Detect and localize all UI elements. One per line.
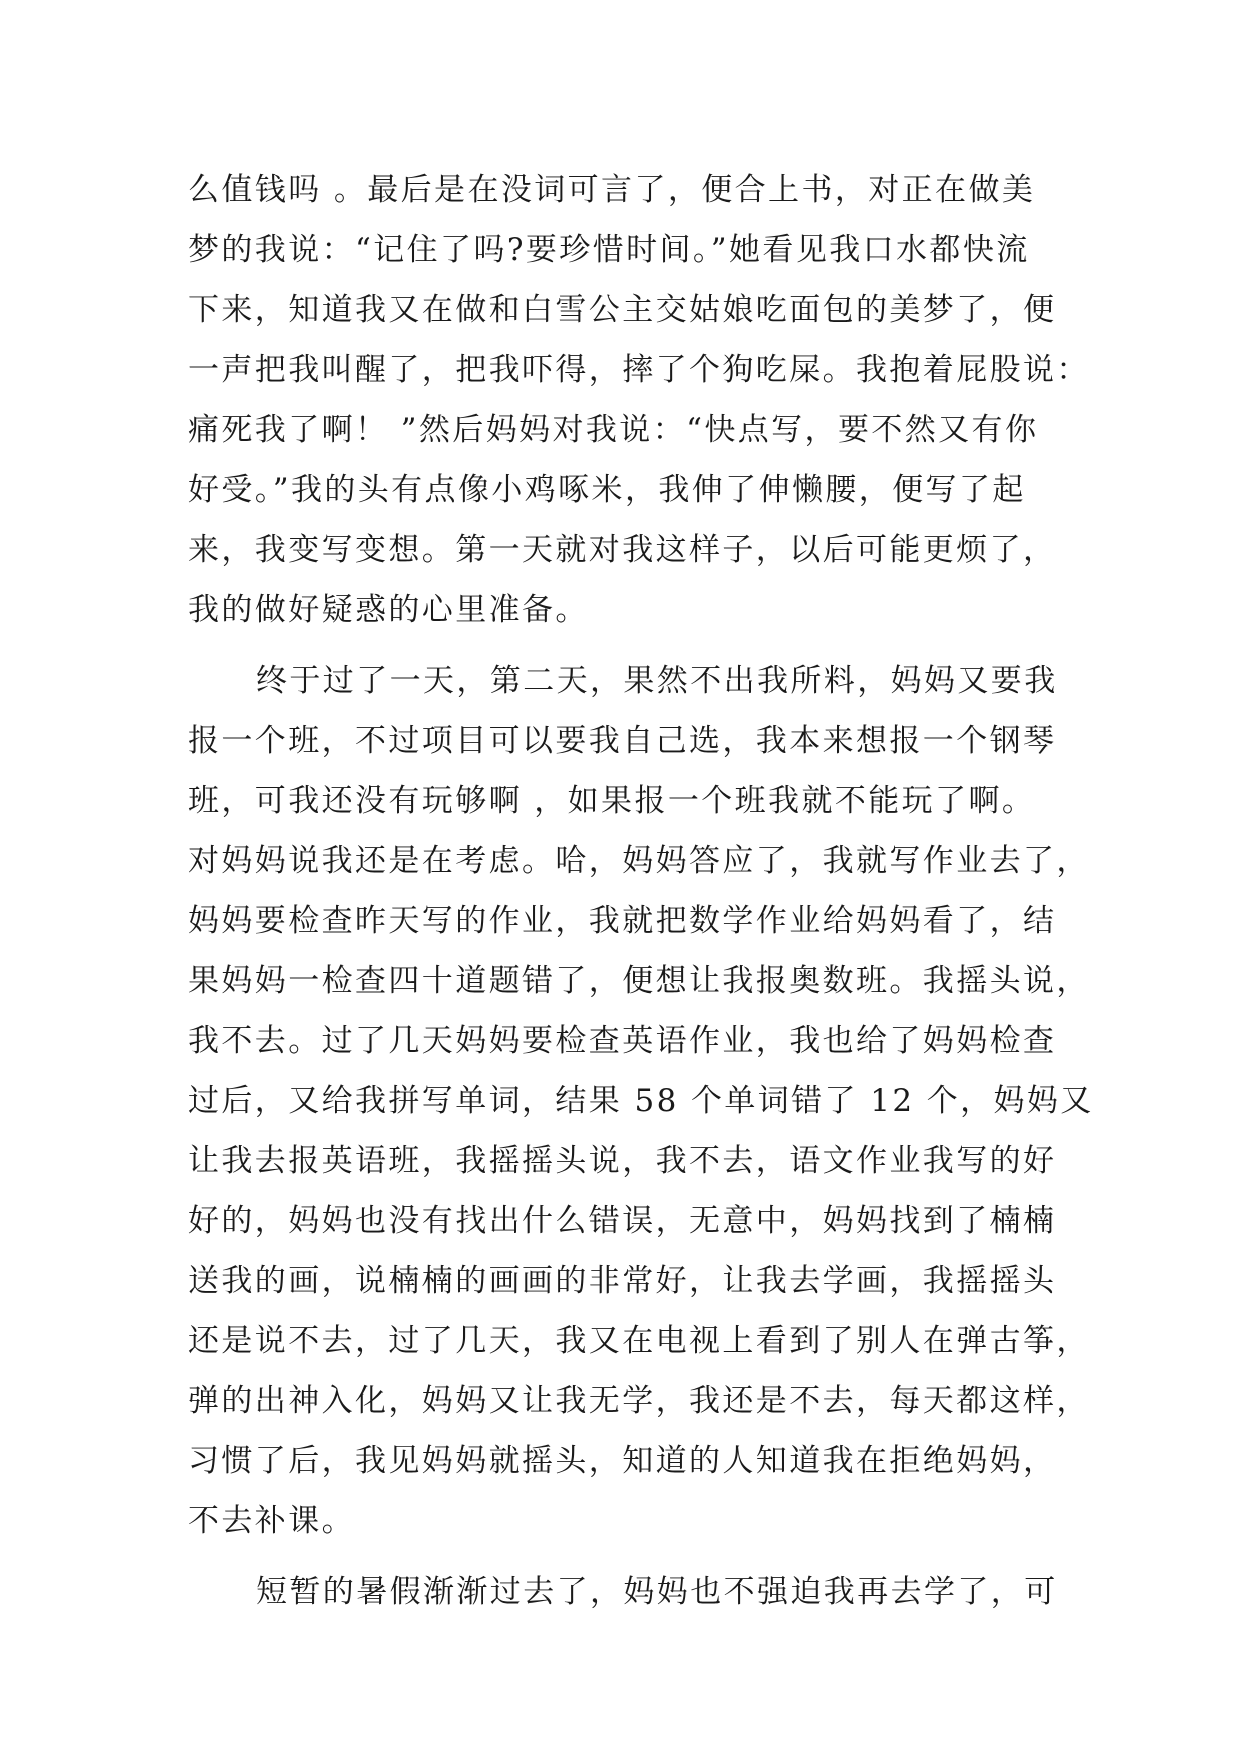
paragraph-first-line: 短暂的暑假渐渐过去了，妈妈也不强迫我再去学了，可	[256, 1574, 1058, 1610]
text-line: 过后，又给我拼写单词，结果 58 个单词错了 12 个，妈妈又	[188, 1083, 1094, 1119]
text-line: 一声把我叫醒了，把我吓得，摔了个狗吃屎。我抱着屁股说：	[188, 352, 1090, 388]
text-line: 弹的出神入化，妈妈又让我无学，我还是不去，每天都这样，	[188, 1383, 1090, 1419]
text-line: 习惯了后，我见妈妈就摇头，知道的人知道我在拒绝妈妈，	[188, 1443, 1057, 1479]
text-line: 不去补课。	[188, 1503, 355, 1539]
text-line: 好的，妈妈也没有找出什么错误，无意中，妈妈找到了楠楠	[188, 1203, 1057, 1239]
text-line: 对妈妈说我还是在考虑。哈，妈妈答应了，我就写作业去了，	[188, 843, 1090, 879]
text-line: 班，可我还没有玩够啊 ，如果报一个班我就不能玩了啊。	[188, 783, 1036, 819]
text-line: 下来，知道我又在做和白雪公主交姑娘吃面包的美梦了，便	[188, 292, 1057, 328]
text-line: 我的做好疑惑的心里准备。	[188, 592, 589, 628]
text-line: 让我去报英语班，我摇摇头说，我不去，语文作业我写的好	[188, 1143, 1057, 1179]
text-line: 送我的画，说楠楠的画画的非常好，让我去学画，我摇摇头	[188, 1263, 1057, 1299]
text-line: 妈妈要检查昨天写的作业，我就把数学作业给妈妈看了，结	[188, 903, 1057, 939]
text-line: 我不去。过了几天妈妈要检查英语作业，我也给了妈妈检查	[188, 1023, 1057, 1059]
text-line: 来，我变写变想。第一天就对我这样子，以后可能更烦了，	[188, 532, 1057, 568]
text-line: 么值钱吗 。最后是在没词可言了，便合上书，对正在做美	[188, 172, 1036, 208]
text-line: 好受。”我的头有点像小鸡啄米，我伸了伸懒腰，便写了起	[188, 472, 1026, 508]
text-line: 梦的我说：“记住了吗?要珍惜时间。”她看见我口水都快流	[188, 232, 1030, 268]
text-line: 报一个班，不过项目可以要我自己选，我本来想报一个钢琴	[188, 723, 1057, 759]
text-line: 果妈妈一检查四十道题错了，便想让我报奥数班。我摇头说，	[188, 963, 1090, 999]
text-line: 还是说不去，过了几天，我又在电视上看到了别人在弹古筝，	[188, 1323, 1090, 1359]
document-body	[188, 160, 1094, 1622]
text-line: 痛死我了啊！ ”然后妈妈对我说：“快点写，要不然又有你	[188, 412, 1039, 448]
paragraph-first-line: 终于过了一天，第二天，果然不出我所料，妈妈又要我	[256, 663, 1058, 699]
